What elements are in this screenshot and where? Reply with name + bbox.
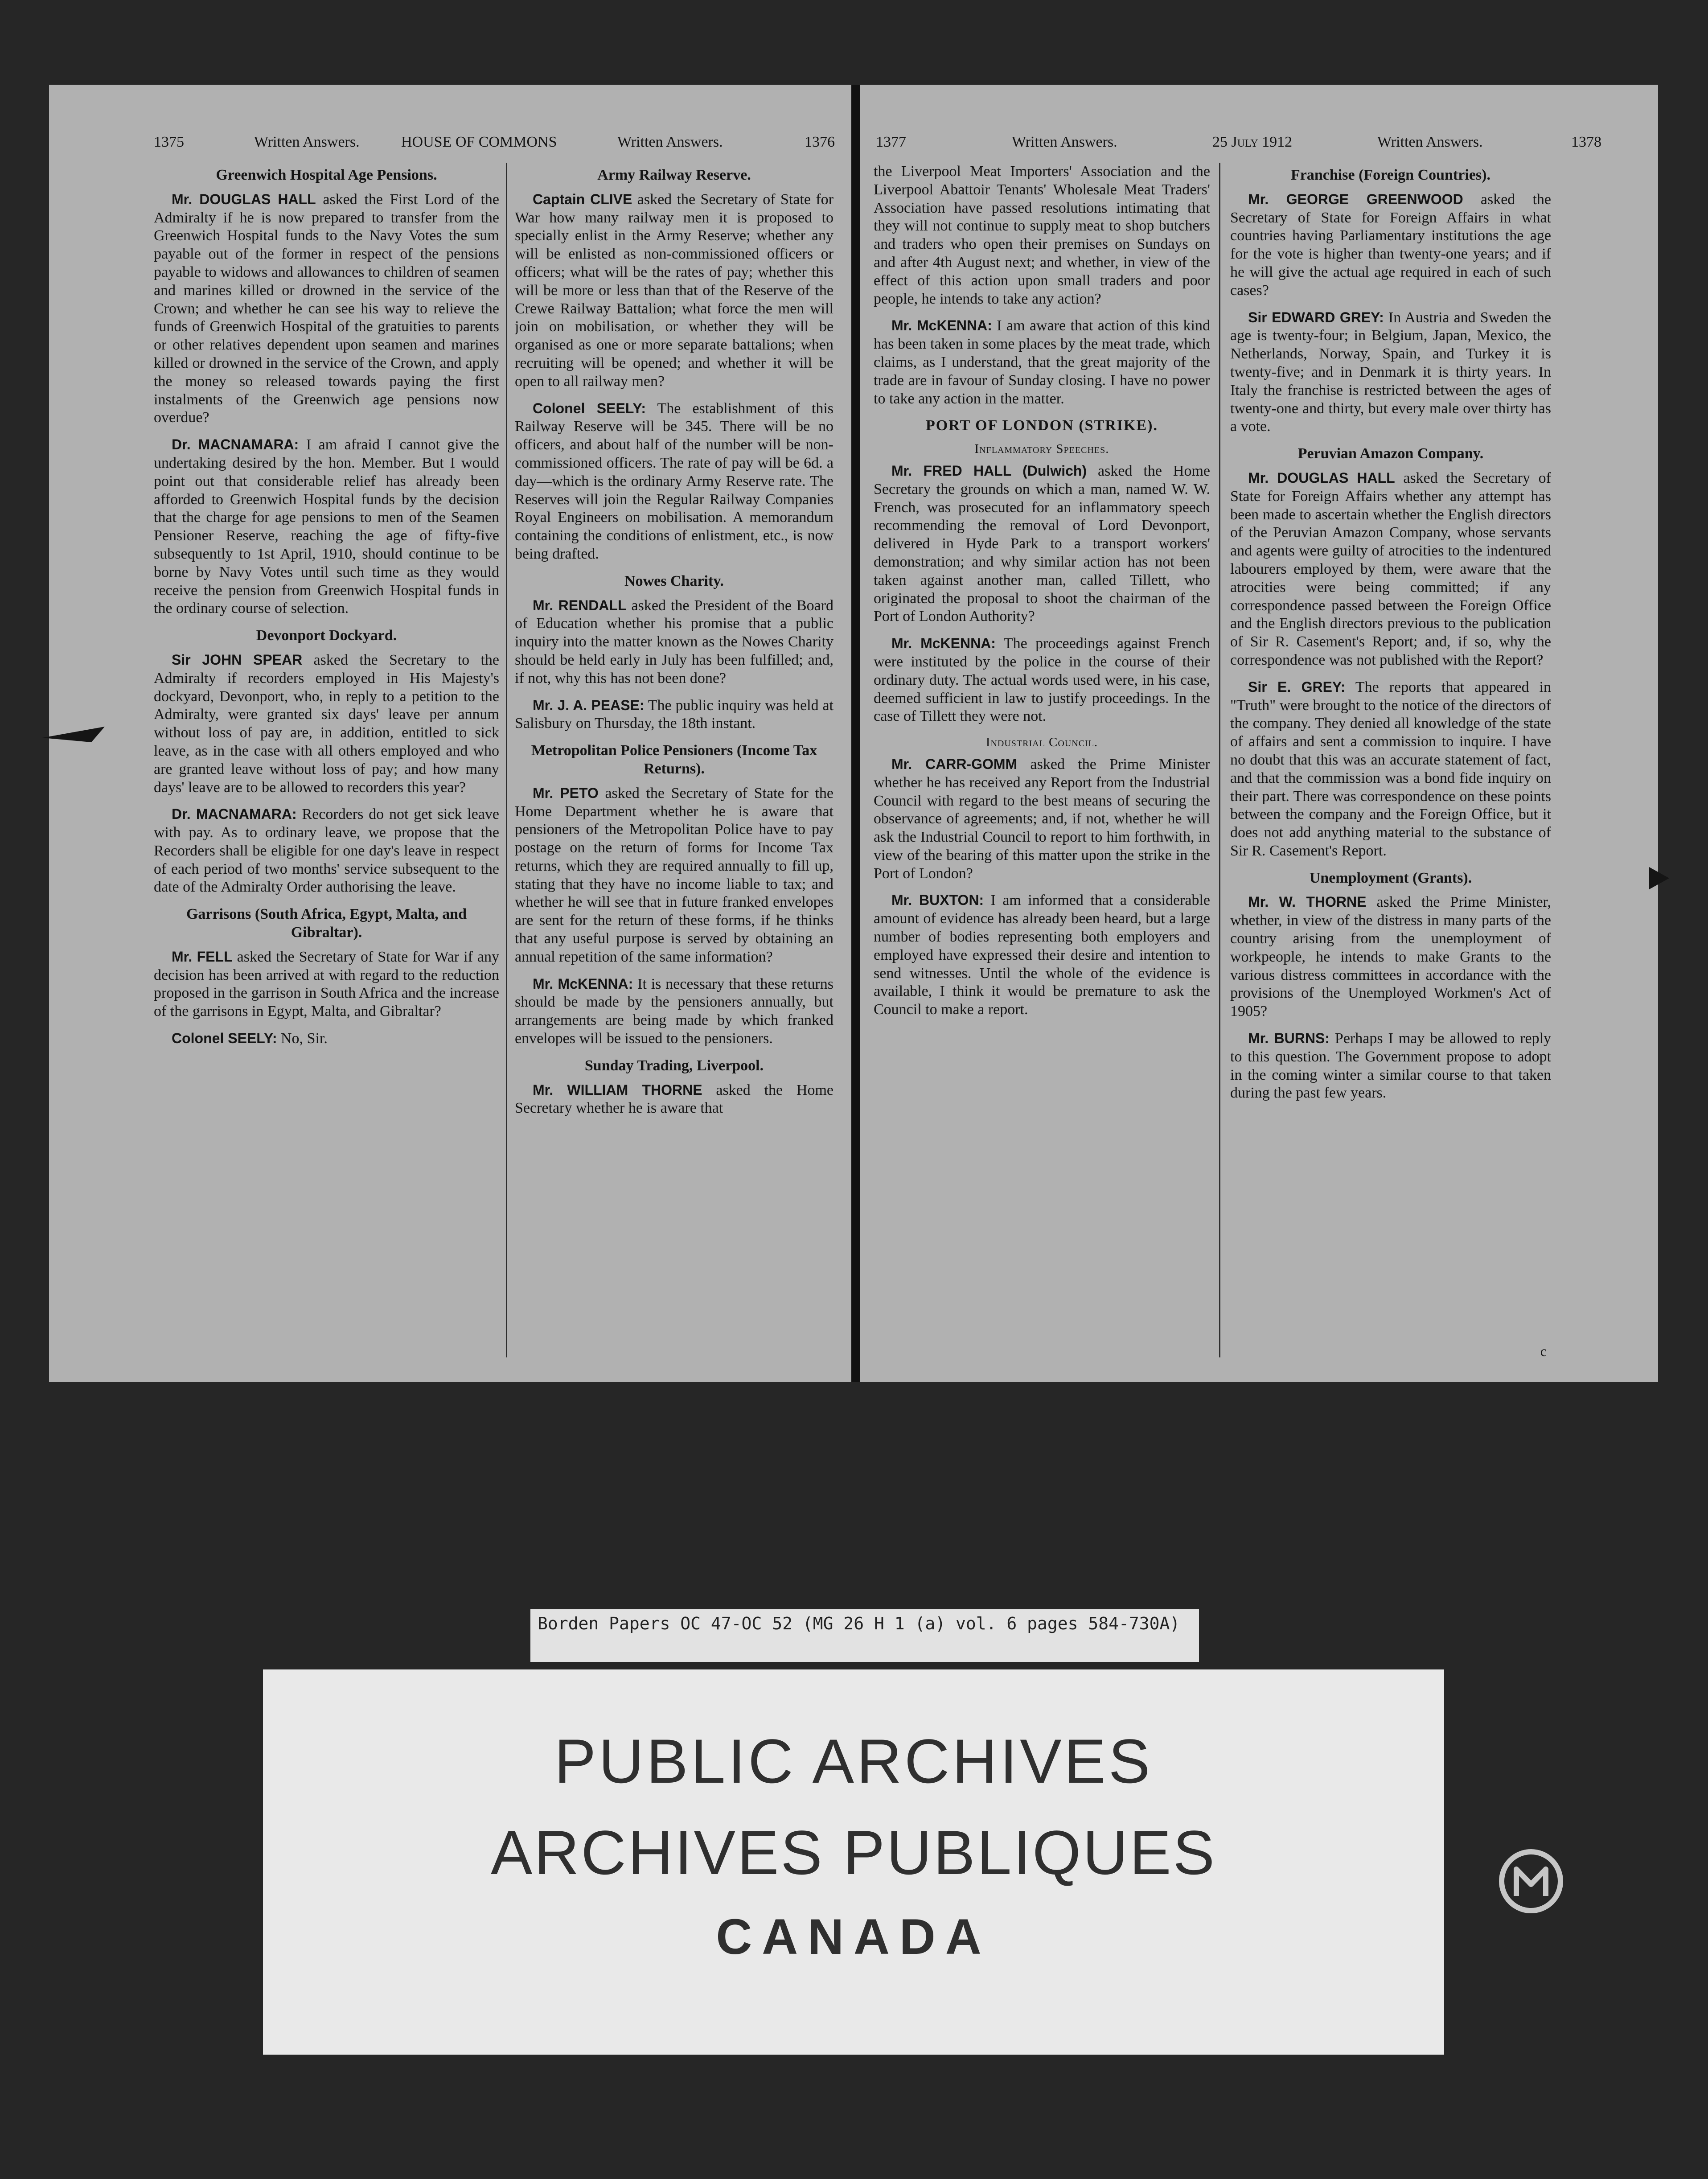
paragraph xyxy=(874,756,1210,883)
text-column xyxy=(874,163,1210,1357)
archive-stamp xyxy=(263,1669,1444,2055)
running-date: 25 July 1912 xyxy=(1212,134,1293,150)
paragraph-text: asked the Secretary of State for the Home Department whether he is aware that pensioners of the Metropolitan Police have to pay postage on the return of forms for Income Tax returns, which they are required annually to fill up, stating that they have no income liable to tax; and whether he will see that in future franked envelopes are sent for the return of these forms, if he thinks that any useful purpose is served by obtaining an annual repetition of the same information? xyxy=(515,785,833,965)
paragraph-text: asked the Secretary of State for War if any decision has been arrived at with regard to the reduction proposed in the garrison in South Africa and the increase of the garrisons in Egypt, Malta, and Gibraltar? xyxy=(154,948,499,1020)
paragraph-text: asked the Home Secretary whether he is aware that xyxy=(515,1081,833,1117)
right-page xyxy=(860,85,1658,1382)
page-number: 1377 xyxy=(876,134,906,150)
speaker: Sir EDWARD GREY: xyxy=(1248,309,1384,325)
paragraph xyxy=(1230,893,1551,1021)
section-heading: Unemployment (Grants). xyxy=(1309,869,1472,886)
running-head: Written Answers. xyxy=(254,134,360,150)
paragraph xyxy=(515,597,833,688)
page-number: 1378 xyxy=(1571,134,1601,150)
section-heading: Garrisons (South Africa, Egypt, Malta, and Gibraltar). xyxy=(186,906,467,941)
text-column xyxy=(515,163,833,1357)
speaker: Mr. McKENNA: xyxy=(533,975,633,992)
paragraph xyxy=(515,400,833,563)
speaker: Mr. RENDALL xyxy=(533,597,627,613)
speaker: Mr. FELL xyxy=(172,948,233,965)
paragraph xyxy=(154,651,499,797)
speaker: Mr. PETO xyxy=(533,785,599,801)
paragraph-text: I am informed that a considerable amount of evidence has already been heard, but a large number of bodies representing both employers and employed have expressed their desire and intention to send witnesses. Until the whole of the evidence is available, I think it would be premature to ask the Council to make a report. xyxy=(874,892,1210,1018)
binder-clip-icon xyxy=(1645,865,1671,892)
paragraph xyxy=(1230,469,1551,670)
speaker: Dr. MACNAMARA: xyxy=(172,436,299,453)
column-rule xyxy=(1219,163,1220,1357)
running-head: Written Answers. xyxy=(1377,134,1483,150)
section-heading: PORT OF LONDON (STRIKE). xyxy=(926,417,1158,434)
open-volume xyxy=(49,85,1658,1382)
paragraph xyxy=(1230,309,1551,436)
paragraph xyxy=(515,785,833,966)
speaker: Captain CLIVE xyxy=(533,191,632,207)
paragraph xyxy=(874,892,1210,1019)
stamp-line: PUBLIC ARCHIVES xyxy=(554,1726,1153,1796)
paragraph-text: I am aware that action of this kind has been taken in some places by the meat trade, which claims, as I understand, that the great majority of the trade are in favour of Sunday closing. I have no power to take any action in the matter. xyxy=(874,317,1210,407)
sub-heading: Industrial Council. xyxy=(985,735,1098,750)
paragraph-text: It is necessary that these returns should be made by the pensioners annually, but arrangements are being made by which franked envelopes will be issued to the pensioners. xyxy=(515,975,833,1047)
paragraph xyxy=(154,806,499,896)
paragraph xyxy=(154,948,499,1021)
section-heading: Devonport Dockyard. xyxy=(256,627,397,644)
paragraph-text: asked the Secretary to the Admiralty if recorders employed in His Majesty's dockyard, Devonport, who, in reply to a petition to the Admiralty, were granted six days' leave per annum without loss of pay are, in addition, entitled to sick leave, as in the case with all others employed and who are granted leave without loss of pay; and how many days' leave are to be allowed to recorders this year? xyxy=(154,651,499,796)
paragraph xyxy=(874,163,1210,308)
paragraph-text: I am afraid I cannot give the undertaking desired by the hon. Member. But I would point out that considerable relief has already been afforded to Greenwich Hospital funds by the decision that the charge for age pensions to men of the Seamen Pensioner Reserve, reaching the age of fifty-five subsequently to 1st April, 1910, should continue to be borne by Navy Votes until such time as they would receive the pension from Greenwich Hospital funds in the ordinary course of selection. xyxy=(154,436,499,617)
speaker: Sir E. GREY: xyxy=(1248,678,1346,695)
speaker: Mr. McKENNA: xyxy=(891,635,996,652)
paragraph xyxy=(154,436,499,618)
paragraph-text: The establishment of this Railway Reserve will be 345. There will be no officers, and about half of the number will be non-commissioned officers. The rate of pay will be 6d. a day—which is the ordinary Army Reserve rate. The Reserves will join the Regular Railway Companies Royal Engineers on mobilisation. A memorandum containing the conditions of enlistment, etc., is now being drafted. xyxy=(515,400,833,562)
speaker: Mr. McKENNA: xyxy=(891,317,992,334)
page-number: 1376 xyxy=(805,134,835,150)
paragraph xyxy=(874,317,1210,408)
page-number: 1375 xyxy=(154,134,184,150)
speaker: Mr. BURNS: xyxy=(1248,1030,1330,1047)
speaker: Mr. DOUGLAS HALL xyxy=(172,191,316,207)
paragraph-text: No, Sir. xyxy=(277,1030,328,1047)
paragraph-text: asked the Secretary of State for War how many railway men it is proposed to specially enlist in the Army Reserve; whether any will be enlisted as non-commissioned officers or officers; what will be the rates of pay; whether this will be more or less than that of the Reserve of the Crewe Railway Battalion; what force the men will join on mobilisation, or whether they will be organised as one or more separate battalions; when recruiting will be opened; and whether it will be open to all railway men? xyxy=(515,191,833,390)
paragraph-text: asked the First Lord of the Admiralty if he is now prepared to transfer from the Greenwich Hospital funds to the Navy Votes the sum payable out of the former in respect of the pensions payable to widows and allowances to children of seamen and marines killed or drowned in the service of the Crown; and whether he can see his way to relieve the funds of Greenwich Hospital of the gratuities to parents or other relatives dependent upon seamen and marines killed or drowned in the service of the Crown, and apply the money so released towards paying the first instalments of the Greenwich age pensions now overdue? xyxy=(154,191,499,426)
paragraph-text: asked the Home Secretary the grounds on which a man, named W. W. French, was prosecuted for an inflammatory speech recommending the removal of Lord Devonport, delivered in Hyde Park to a transport workers' demonstration; and why similar action has not been taken against another man, called Tillett, who originated the proposal to shoot the chairman of the Port of London Authority? xyxy=(874,462,1210,625)
text-column xyxy=(1230,163,1551,1357)
paragraph-text: asked the Prime Minister, whether, in view of the distress in many parts of the country arising from the unemployment of workpeople, he intends to make Grants to the various distress committees in accordance with the provisions of the Unemployed Workmen's Act of 1905? xyxy=(1230,894,1551,1020)
speaker: Sir JOHN SPEAR xyxy=(172,651,303,668)
speaker: Mr. FRED HALL (Dulwich) xyxy=(891,462,1087,479)
section-heading: Peruvian Amazon Company. xyxy=(1297,445,1484,462)
paragraph xyxy=(515,975,833,1048)
speaker: Colonel SEELY: xyxy=(533,400,646,416)
paragraph-text: asked the Secretary of State for Foreign Affairs in what countries having Parliamentary institutions the age for the vote is higher than twenty-one years; and if he will give the actual age required in each of such cases? xyxy=(1230,191,1551,299)
text-column xyxy=(154,163,499,1357)
paragraph xyxy=(515,191,833,391)
running-title: HOUSE OF COMMONS xyxy=(401,134,557,150)
paragraph-text: In Austria and Sweden the age is twenty-four; in Belgium, Japan, Mexico, the Netherlands, Norway, Spain, and Turkey it is twenty-five; and in Denmark it is thirty years. In Italy the franchise is restricted between the ages of twenty-one and thirty, but every male over thirty has a vote. xyxy=(1230,309,1551,435)
stamp-line: ARCHIVES PUBLIQUES xyxy=(491,1817,1216,1887)
archive-reference-label: Borden Papers OC 47-OC 52 (MG 26 H 1 (a) vol. 6 pages 584-730A) xyxy=(530,1609,1199,1662)
section-heading: Sunday Trading, Liverpool. xyxy=(584,1057,764,1074)
speaker: Dr. MACNAMARA: xyxy=(172,806,297,822)
paragraph-text: the Liverpool Meat Importers' Association and the Liverpool Abattoir Tenants' Wholesale Meat Traders' Association have passed resolutions intimating that they will not continue to supply meat to shop butchers and traders who open their premises on Sundays on and after 4th August next; and whether, in view of the effect of this action upon small traders and poor people, he intends to take any action? xyxy=(874,163,1210,307)
paragraph-text: Perhaps I may be allowed to reply to this question. The Government propose to adopt in the coming winter a similar course to that taken during the past few years. xyxy=(1230,1030,1551,1102)
signature-mark: c xyxy=(1540,1343,1547,1359)
paragraph xyxy=(154,1030,499,1048)
paragraph-text: The public inquiry was held at Salisbury on Thursday, the 18th instant. xyxy=(515,697,833,732)
speaker: Mr. GEORGE GREENWOOD xyxy=(1248,191,1463,207)
paragraph xyxy=(515,1081,833,1118)
speaker: Mr. WILLIAM THORNE xyxy=(533,1081,702,1098)
column-rule xyxy=(506,163,507,1357)
running-head: Written Answers. xyxy=(1012,134,1117,150)
speaker: Colonel SEELY: xyxy=(172,1030,277,1047)
sub-heading: Inflammatory Speeches. xyxy=(974,442,1109,456)
paragraph-text: asked the Prime Minister whether he has received any Report from the Industrial Council with regard to the best means of securing the observance of agreements; and, if not, whether he will ask the Industrial Council to report to him forthwith, in view of the bearing of this matter upon the strike in the Port of London? xyxy=(874,756,1210,882)
binder-clip-icon xyxy=(42,724,105,751)
paragraph xyxy=(1230,678,1551,860)
paragraph xyxy=(1230,191,1551,300)
paragraph xyxy=(1230,1030,1551,1102)
section-heading: Greenwich Hospital Age Pensions. xyxy=(216,167,437,183)
microfilm-logo-icon xyxy=(1498,1848,1564,1915)
paragraph xyxy=(515,697,833,733)
paragraph-text: asked the Secretary of State for Foreign Affairs whether any attempt has been made to ascertain whether the English directors of the Peruvian Amazon Company, whose servants and agents were guilty of atrocities to the indentured labourers employed by them, were aware that the atrocities were being committed; if any correspondence passed between the Foreign Office and the English directors previous to the publication of Sir R. Casement's Report; and, if so, why the correspondence was not published with the Report? xyxy=(1230,469,1551,668)
paragraph xyxy=(874,635,1210,726)
paragraph-text: The proceedings against French were instituted by the police in the course of their ordinary duty. The actual words used were, in his case, deemed sufficient in law to justify proceedings. In the case of Tillett they were not. xyxy=(874,635,1210,725)
speaker: Mr. BUXTON: xyxy=(891,892,984,909)
section-heading: Army Railway Reserve. xyxy=(597,167,751,183)
speaker: Mr. W. THORNE xyxy=(1248,894,1367,910)
speaker: Mr. DOUGLAS HALL xyxy=(1248,469,1395,486)
running-head: Written Answers. xyxy=(617,134,723,150)
paragraph-text: The reports that appeared in "Truth" were brought to the notice of the directors of the company. They denied all knowledge of the state of affairs and sent a commission to inquire. I have no doubt that this was an accurate statement of fact, and that the commission was a bond fide inquiry on their part. There was correspondence on these points between the company and the Foreign Office, but it does not add anything material to the substance of Sir R. Casement's Report. xyxy=(1230,678,1551,859)
section-heading: Metropolitan Police Pensioners (Income Tax Returns). xyxy=(531,742,817,777)
section-heading: Nowes Charity. xyxy=(624,572,724,589)
book-gutter xyxy=(851,85,860,1382)
speaker: Mr. J. A. PEASE: xyxy=(533,697,645,713)
paragraph-text: asked the President of the Board of Education whether his promise that a public inquiry into the matter known as the Nowes Charity should be held early in July has been fulfilled; and, if not, why this has not been done? xyxy=(515,597,833,687)
left-page xyxy=(49,85,851,1382)
stamp-line: CANADA xyxy=(716,1909,991,1965)
paragraph-text: Recorders do not get sick leave with pay. As to ordinary leave, we propose that the Recorders shall be eligible for one day's leave in respect of each period of two months' service subsequent to the date of the Admiralty Order authorising the leave. xyxy=(154,806,499,896)
speaker: Mr. CARR-GOMM xyxy=(891,756,1018,772)
section-heading: Franchise (Foreign Countries). xyxy=(1291,167,1490,183)
paragraph xyxy=(154,191,499,427)
paragraph xyxy=(874,462,1210,626)
